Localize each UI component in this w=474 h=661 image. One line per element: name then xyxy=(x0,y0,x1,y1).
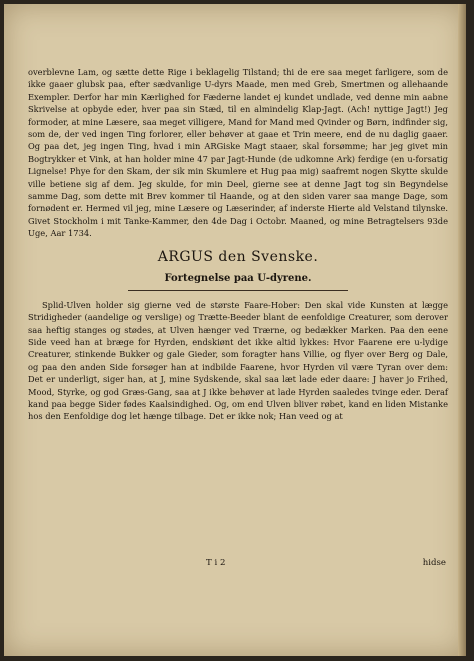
book-page xyxy=(4,4,466,656)
section-title: ARGUS den Svenske. xyxy=(157,248,319,265)
text-block xyxy=(28,66,448,423)
paragraph-splid-ulven: Splid-Ulven holder sig gierne ved de største Faare-Hober: Den skal vide Kunsten at lægge Stridigheder (aandelige og verslige) og Trætte-Beeder blant de eenfoldige Creaturer, som derover saa heftig stanges og stødes, at Ulven hænger ved Trærne, og bedækker Marken. Paa den eene Side veed han at bræge for Hyrden, endskiønt det ikke altid lykkes: Hvor Faarene ere u-lydige Creaturer, stinkende Bukker og gale Gieder, som foragter hans Villie, og flyer over Berg og Dale, og paa den anden Side forsøger han at indbilde Faarene, hvor Hyrden vil være Tyran over dem: Det er underligt, siger han, at J, mine Sydskende, skal saa læt lade eder daare: J haver jo Frihed, Mood, Styrke, og god Græs-Gang, saa at J ikke behøver at lade Hyrden saaledes tvinge eder. Deraf kand paa begge Sider fødes Kaalsindighed. Og, om end Ulven bliver røbet, kand en liden Mistanke hos den Eenfoldige dog let hænge tilbage. Det er ikke nok; Han veed og at xyxy=(28,299,448,422)
page-edge-shadow xyxy=(458,4,466,656)
subtitle-rule xyxy=(128,290,348,291)
page-footer xyxy=(28,558,448,572)
catchword: hidse xyxy=(422,558,446,568)
signature-mark: T i 2 xyxy=(206,558,226,568)
section-subtitle: Fortegnelse paa U-dyrene. xyxy=(164,272,312,284)
paragraph-letter-closing: overblevne Lam, og sætte dette Rige i beklagelig Tilstand; thi de ere saa meget farligere, som de ikke gaaer glubsk paa, efter sædvanlige U-dyrs Maade, men med Greb, Smertmen og allehaande Exempler. Derfor har min Kærlighed for Fæderne landet ej kundet undlade, ved denne min aabne Skrivelse at opbyde eder, hver paa sin Stæd, til en almindelig Klap-Jagt. (Ach! nyttige Jagt!) Jeg formoder, at mine Læsere, saa meget villigere, Mand for Mand med Qvinder og Børn, indfinder sig, som de, der ved ingen Ting forlorer, eller behøver at gaae et Trin meere, end de nu daglig gaaer. Og paa det, jeg ingen Ting, hvad i min ARGiske Magt staaer, skal forsømme; har jeg givet min Bogtrykker et Vink, at han holder mine 47 par Jagt-Hunde (de udkomne Ark) ferdige (en u-forsatig Lignelse! Phye for den Skam, der sik min Skumlere et Hug paa mig) saafremt nogen Skytte skulde ville betiene sig af dem. Jeg skulde, for min Deel, gierne see at denne Jagt tog sin Begyndelse samme Dag, som dette mit Brev kommer til Haande, og at den siden varer saa mange Dage, som fornødent er. Hermed vil jeg, mine Læsere og Læserinder, af inderste Hierte ald Velstand tilynske. Givet Stockholm i mit Tanke-Kammer, den 4de Dag i Octobr. Maaned, og mine Betragtelsers 93de Uge, Aar 1734. xyxy=(28,67,448,239)
